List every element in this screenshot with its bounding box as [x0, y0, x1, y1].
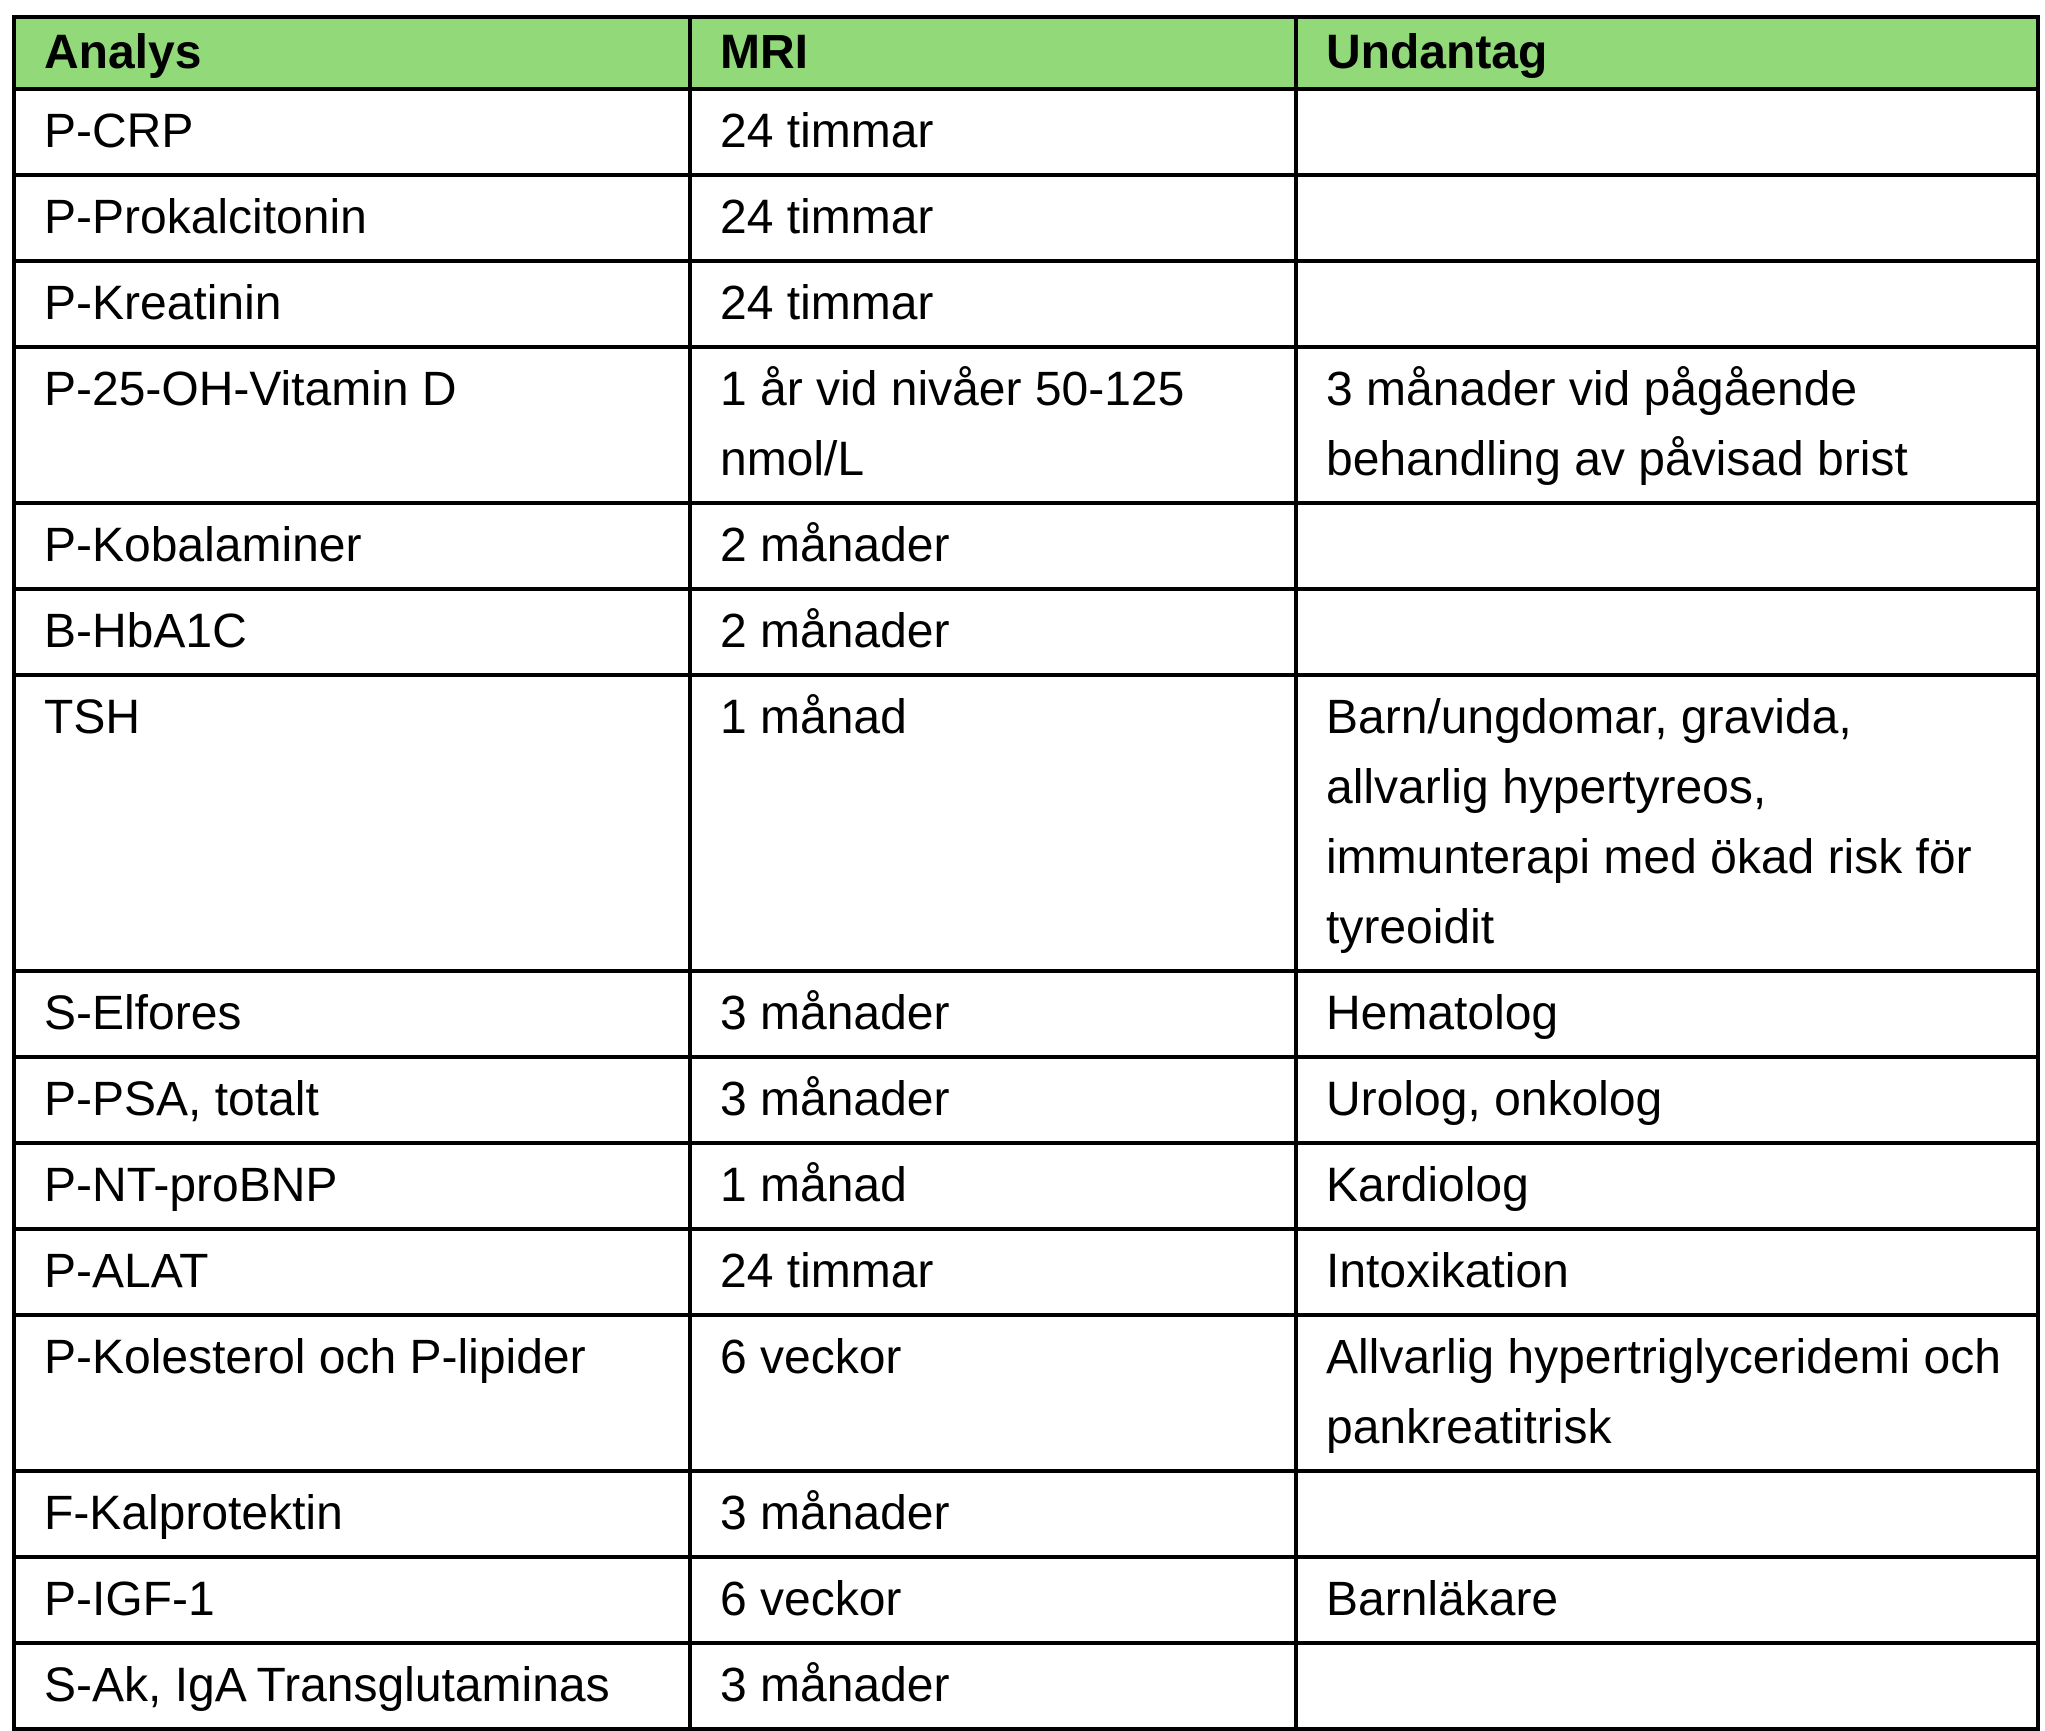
- cell-undantag: Intoxikation: [1296, 1229, 2038, 1315]
- cell-mri: 2 månader: [690, 503, 1296, 589]
- cell-undantag: [1296, 175, 2038, 261]
- table-row: [14, 589, 2038, 675]
- table-body: [14, 89, 2038, 1729]
- header-mri: MRI: [690, 17, 1296, 89]
- cell-analys: S-Ak, IgA Transglutaminas: [14, 1643, 690, 1729]
- cell-analys: P-Prokalcitonin: [14, 175, 690, 261]
- cell-undantag: [1296, 503, 2038, 589]
- cell-mri: 24 timmar: [690, 1229, 1296, 1315]
- table-header: [14, 17, 2038, 89]
- header-row: [14, 17, 2038, 89]
- cell-analys: B-HbA1C: [14, 589, 690, 675]
- table-row: [14, 1643, 2038, 1729]
- table-row: [14, 261, 2038, 347]
- cell-analys: P-25-OH-Vitamin D: [14, 347, 690, 503]
- cell-mri: 24 timmar: [690, 261, 1296, 347]
- cell-analys: P-IGF-1: [14, 1557, 690, 1643]
- cell-undantag: [1296, 1643, 2038, 1729]
- header-analys: Analys: [14, 17, 690, 89]
- cell-mri: 24 timmar: [690, 89, 1296, 175]
- cell-analys: P-PSA, totalt: [14, 1057, 690, 1143]
- table-row: [14, 89, 2038, 175]
- cell-undantag: [1296, 261, 2038, 347]
- cell-analys: S-Elfores: [14, 971, 690, 1057]
- table-row: [14, 347, 2038, 503]
- table-row: [14, 1471, 2038, 1557]
- cell-undantag: [1296, 89, 2038, 175]
- cell-analys: P-NT-proBNP: [14, 1143, 690, 1229]
- cell-undantag: Kardiolog: [1296, 1143, 2038, 1229]
- table-row: [14, 1557, 2038, 1643]
- table-row: [14, 503, 2038, 589]
- cell-mri: 6 veckor: [690, 1315, 1296, 1471]
- table-row: [14, 1057, 2038, 1143]
- cell-undantag: Barnläkare: [1296, 1557, 2038, 1643]
- cell-mri: 3 månader: [690, 1471, 1296, 1557]
- cell-undantag: [1296, 589, 2038, 675]
- cell-mri: 3 månader: [690, 1643, 1296, 1729]
- cell-undantag: Urolog, onkolog: [1296, 1057, 2038, 1143]
- cell-undantag: Hematolog: [1296, 971, 2038, 1057]
- cell-mri: 1 månad: [690, 1143, 1296, 1229]
- cell-analys: F-Kalprotektin: [14, 1471, 690, 1557]
- cell-mri: 2 månader: [690, 589, 1296, 675]
- cell-mri: 3 månader: [690, 1057, 1296, 1143]
- cell-undantag: 3 månader vid pågående behandling av påvisad brist: [1296, 347, 2038, 503]
- table-row: [14, 1315, 2038, 1471]
- analysis-table: [12, 15, 2040, 1731]
- cell-analys: P-ALAT: [14, 1229, 690, 1315]
- cell-mri: 1 månad: [690, 675, 1296, 971]
- header-undantag: Undantag: [1296, 17, 2038, 89]
- cell-mri: 24 timmar: [690, 175, 1296, 261]
- table-row: [14, 175, 2038, 261]
- analysis-table-container: [12, 15, 2040, 1731]
- cell-undantag: Barn/ungdomar, gravida, allvarlig hypertyreos, immunterapi med ökad risk för tyreoidit: [1296, 675, 2038, 971]
- table-row: [14, 1143, 2038, 1229]
- cell-analys: P-CRP: [14, 89, 690, 175]
- cell-analys: P-Kobalaminer: [14, 503, 690, 589]
- table-row: [14, 675, 2038, 971]
- cell-analys: P-Kreatinin: [14, 261, 690, 347]
- cell-mri: 1 år vid nivåer 50-125 nmol/L: [690, 347, 1296, 503]
- cell-analys: TSH: [14, 675, 690, 971]
- cell-analys: P-Kolesterol och P-lipider: [14, 1315, 690, 1471]
- table-row: [14, 971, 2038, 1057]
- cell-mri: 6 veckor: [690, 1557, 1296, 1643]
- cell-mri: 3 månader: [690, 971, 1296, 1057]
- cell-undantag: [1296, 1471, 2038, 1557]
- table-row: [14, 1229, 2038, 1315]
- cell-undantag: Allvarlig hypertriglyceridemi och pankreatitrisk: [1296, 1315, 2038, 1471]
